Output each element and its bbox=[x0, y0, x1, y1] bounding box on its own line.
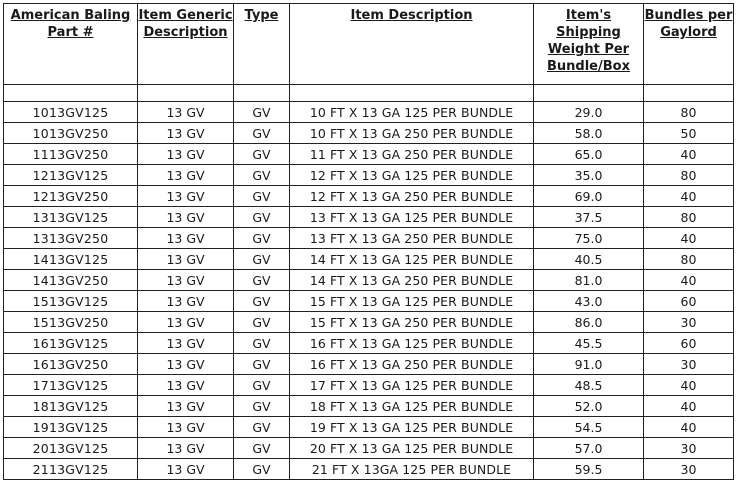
bundles-cell: 30 bbox=[644, 312, 734, 333]
generic-description-cell: 13 GV bbox=[138, 249, 234, 270]
bundles-cell: 50 bbox=[644, 123, 734, 144]
table-row bbox=[4, 417, 734, 438]
bundles-cell: 80 bbox=[644, 249, 734, 270]
table-row bbox=[4, 312, 734, 333]
item-description-cell: 13 FT X 13 GA 125 PER BUNDLE bbox=[290, 207, 534, 228]
bundles-cell: 30 bbox=[644, 438, 734, 459]
item-description-cell: 15 FT X 13 GA 125 PER BUNDLE bbox=[290, 291, 534, 312]
spacer-cell bbox=[534, 85, 644, 102]
table-row bbox=[4, 291, 734, 312]
part-number-cell: 1313GV125 bbox=[4, 207, 138, 228]
generic-description-cell: 13 GV bbox=[138, 165, 234, 186]
bundles-cell: 40 bbox=[644, 417, 734, 438]
table-row bbox=[4, 438, 734, 459]
generic-description-cell: 13 GV bbox=[138, 207, 234, 228]
part-number-cell: 1013GV125 bbox=[4, 102, 138, 123]
part-number-cell: 1213GV250 bbox=[4, 186, 138, 207]
item-description-cell: 16 FT X 13 GA 250 PER BUNDLE bbox=[290, 354, 534, 375]
table-row bbox=[4, 102, 734, 123]
type-cell: GV bbox=[234, 459, 290, 480]
bundles-cell: 40 bbox=[644, 186, 734, 207]
part-number-cell: 1013GV250 bbox=[4, 123, 138, 144]
table-row bbox=[4, 207, 734, 228]
part-number-cell: 1313GV250 bbox=[4, 228, 138, 249]
shipping-weight-cell: 48.5 bbox=[534, 375, 644, 396]
shipping-weight-cell: 58.0 bbox=[534, 123, 644, 144]
bundles-cell: 80 bbox=[644, 165, 734, 186]
type-cell: GV bbox=[234, 186, 290, 207]
generic-description-cell: 13 GV bbox=[138, 417, 234, 438]
type-cell: GV bbox=[234, 144, 290, 165]
generic-description-cell: 13 GV bbox=[138, 144, 234, 165]
part-number-cell: 1913GV125 bbox=[4, 417, 138, 438]
item-description-cell: 10 FT X 13 GA 125 PER BUNDLE bbox=[290, 102, 534, 123]
header-row bbox=[4, 4, 734, 85]
part-number-cell: 1813GV125 bbox=[4, 396, 138, 417]
table-row bbox=[4, 396, 734, 417]
bundles-cell: 60 bbox=[644, 333, 734, 354]
generic-description-cell: 13 GV bbox=[138, 312, 234, 333]
spacer-cell bbox=[138, 85, 234, 102]
table-row bbox=[4, 186, 734, 207]
generic-description-cell: 13 GV bbox=[138, 291, 234, 312]
type-cell: GV bbox=[234, 312, 290, 333]
type-cell: GV bbox=[234, 375, 290, 396]
table-row bbox=[4, 270, 734, 291]
shipping-weight-cell: 69.0 bbox=[534, 186, 644, 207]
type-cell: GV bbox=[234, 207, 290, 228]
bundles-cell: 40 bbox=[644, 144, 734, 165]
item-description-cell: 13 FT X 13 GA 250 PER BUNDLE bbox=[290, 228, 534, 249]
bundles-cell: 40 bbox=[644, 228, 734, 249]
generic-description-cell: 13 GV bbox=[138, 375, 234, 396]
table-row bbox=[4, 144, 734, 165]
item-description-cell: 18 FT X 13 GA 125 PER BUNDLE bbox=[290, 396, 534, 417]
type-cell: GV bbox=[234, 165, 290, 186]
table-row bbox=[4, 123, 734, 144]
spacer-cell bbox=[644, 85, 734, 102]
shipping-weight-cell: 37.5 bbox=[534, 207, 644, 228]
type-cell: GV bbox=[234, 396, 290, 417]
generic-description-cell: 13 GV bbox=[138, 354, 234, 375]
shipping-weight-cell: 57.0 bbox=[534, 438, 644, 459]
generic-description-cell: 13 GV bbox=[138, 438, 234, 459]
shipping-weight-cell: 65.0 bbox=[534, 144, 644, 165]
spacer-cell bbox=[290, 85, 534, 102]
generic-description-cell: 13 GV bbox=[138, 123, 234, 144]
type-cell: GV bbox=[234, 354, 290, 375]
table-row bbox=[4, 249, 734, 270]
item-description-cell: 11 FT X 13 GA 250 PER BUNDLE bbox=[290, 144, 534, 165]
shipping-weight-cell: 43.0 bbox=[534, 291, 644, 312]
table-row bbox=[4, 333, 734, 354]
part-number-cell: 1513GV250 bbox=[4, 312, 138, 333]
bundles-cell: 30 bbox=[644, 354, 734, 375]
shipping-weight-cell: 40.5 bbox=[534, 249, 644, 270]
type-cell: GV bbox=[234, 333, 290, 354]
type-cell: GV bbox=[234, 102, 290, 123]
part-number-cell: 2013GV125 bbox=[4, 438, 138, 459]
part-number-cell: 1613GV125 bbox=[4, 333, 138, 354]
parts-table-sheet bbox=[3, 3, 733, 489]
type-cell: GV bbox=[234, 123, 290, 144]
item-description-cell: 12 FT X 13 GA 125 PER BUNDLE bbox=[290, 165, 534, 186]
header-item-description: Item Description bbox=[290, 4, 534, 85]
type-cell: GV bbox=[234, 270, 290, 291]
table-row bbox=[4, 375, 734, 396]
generic-description-cell: 13 GV bbox=[138, 459, 234, 480]
shipping-weight-cell: 75.0 bbox=[534, 228, 644, 249]
bundles-cell: 40 bbox=[644, 396, 734, 417]
type-cell: GV bbox=[234, 417, 290, 438]
shipping-weight-cell: 81.0 bbox=[534, 270, 644, 291]
generic-description-cell: 13 GV bbox=[138, 228, 234, 249]
part-number-cell: 2113GV125 bbox=[4, 459, 138, 480]
parts-table bbox=[3, 3, 734, 480]
item-description-cell: 16 FT X 13 GA 125 PER BUNDLE bbox=[290, 333, 534, 354]
item-description-cell: 14 FT X 13 GA 125 PER BUNDLE bbox=[290, 249, 534, 270]
generic-description-cell: 13 GV bbox=[138, 333, 234, 354]
table-header bbox=[4, 4, 734, 85]
item-description-cell: 19 FT X 13 GA 125 PER BUNDLE bbox=[290, 417, 534, 438]
shipping-weight-cell: 35.0 bbox=[534, 165, 644, 186]
spacer-cell bbox=[234, 85, 290, 102]
table-row bbox=[4, 459, 734, 480]
generic-description-cell: 13 GV bbox=[138, 102, 234, 123]
header-bundles-per-gaylord: Bundles per Gaylord bbox=[644, 4, 734, 85]
shipping-weight-cell: 59.5 bbox=[534, 459, 644, 480]
header-part-number: American Baling Part # bbox=[4, 4, 138, 85]
part-number-cell: 1413GV250 bbox=[4, 270, 138, 291]
shipping-weight-cell: 86.0 bbox=[534, 312, 644, 333]
generic-description-cell: 13 GV bbox=[138, 186, 234, 207]
generic-description-cell: 13 GV bbox=[138, 396, 234, 417]
shipping-weight-cell: 29.0 bbox=[534, 102, 644, 123]
item-description-cell: 21 FT X 13GA 125 PER BUNDLE bbox=[290, 459, 534, 480]
part-number-cell: 1713GV125 bbox=[4, 375, 138, 396]
part-number-cell: 1613GV250 bbox=[4, 354, 138, 375]
part-number-cell: 1413GV125 bbox=[4, 249, 138, 270]
table-body bbox=[4, 102, 734, 480]
item-description-cell: 12 FT X 13 GA 250 PER BUNDLE bbox=[290, 186, 534, 207]
type-cell: GV bbox=[234, 291, 290, 312]
table-spacer bbox=[4, 85, 734, 102]
spacer-cell bbox=[4, 85, 138, 102]
item-description-cell: 14 FT X 13 GA 250 PER BUNDLE bbox=[290, 270, 534, 291]
shipping-weight-cell: 52.0 bbox=[534, 396, 644, 417]
table-row bbox=[4, 228, 734, 249]
part-number-cell: 1513GV125 bbox=[4, 291, 138, 312]
bundles-cell: 60 bbox=[644, 291, 734, 312]
item-description-cell: 15 FT X 13 GA 250 PER BUNDLE bbox=[290, 312, 534, 333]
part-number-cell: 1113GV250 bbox=[4, 144, 138, 165]
part-number-cell: 1213GV125 bbox=[4, 165, 138, 186]
bundles-cell: 80 bbox=[644, 102, 734, 123]
generic-description-cell: 13 GV bbox=[138, 270, 234, 291]
shipping-weight-cell: 54.5 bbox=[534, 417, 644, 438]
item-description-cell: 17 FT X 13 GA 125 PER BUNDLE bbox=[290, 375, 534, 396]
type-cell: GV bbox=[234, 438, 290, 459]
header-shipping-weight: Item's Shipping Weight Per Bundle/Box bbox=[534, 4, 644, 85]
bundles-cell: 40 bbox=[644, 375, 734, 396]
table-row bbox=[4, 165, 734, 186]
type-cell: GV bbox=[234, 228, 290, 249]
type-cell: GV bbox=[234, 249, 290, 270]
header-generic-description: Item Generic Description bbox=[138, 4, 234, 85]
shipping-weight-cell: 45.5 bbox=[534, 333, 644, 354]
bundles-cell: 30 bbox=[644, 459, 734, 480]
item-description-cell: 20 FT X 13 GA 125 PER BUNDLE bbox=[290, 438, 534, 459]
header-type: Type bbox=[234, 4, 290, 85]
bundles-cell: 80 bbox=[644, 207, 734, 228]
table-row bbox=[4, 354, 734, 375]
item-description-cell: 10 FT X 13 GA 250 PER BUNDLE bbox=[290, 123, 534, 144]
shipping-weight-cell: 91.0 bbox=[534, 354, 644, 375]
bundles-cell: 40 bbox=[644, 270, 734, 291]
spacer-row bbox=[4, 85, 734, 102]
